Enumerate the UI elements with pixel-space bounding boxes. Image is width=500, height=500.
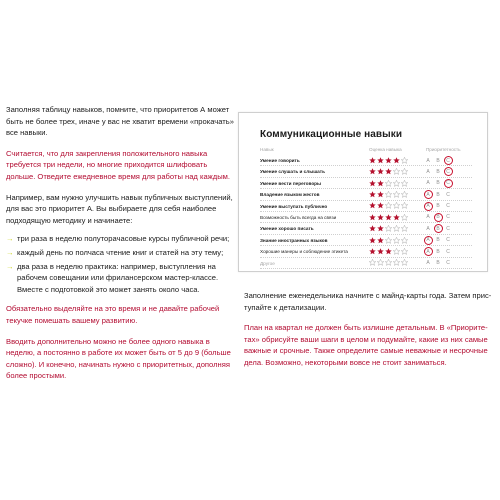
priority-selector — [424, 247, 468, 256]
star-icon — [401, 237, 408, 244]
star-icon — [393, 202, 400, 209]
priority-letter: А — [426, 237, 430, 244]
table-row — [260, 189, 472, 200]
priority-circle-mark — [444, 179, 453, 188]
star-icon — [393, 180, 400, 187]
priority-circle-mark — [424, 190, 433, 199]
priority-letter: В — [436, 203, 440, 210]
priority-letter: А — [426, 191, 430, 198]
skill-label: Умение хорошо писать — [260, 226, 314, 232]
paragraph-three-weeks: Считается, что для закрепления положительного навыка требуется три недели, но многие приходится шлифовать дольше. Отведите ежедневное время для работы над каждым. — [6, 148, 230, 181]
skill-label: Другое — [260, 260, 275, 266]
star-icon — [369, 180, 376, 187]
star-icon — [369, 237, 376, 244]
star-icon — [385, 202, 392, 209]
skill-label: Умение выступать публично — [260, 203, 328, 209]
priority-letter: С — [446, 260, 450, 267]
list-item-text: три раза в неделю полуторачасовые курсы публичной речи; — [17, 234, 230, 244]
list-item — [6, 261, 234, 296]
priority-letter: А — [426, 157, 430, 164]
table-row — [260, 155, 472, 166]
priority-selector — [424, 179, 468, 188]
paragraph-quarter-plan: План на квартал не должен быть излишне детальным. В «Приоритетах» обрисуйте ваши шаги в целом и подумайте, какие из них самые важные и срочные. Также определите самые неважные и несрочные дела. Возможно, некоторыми вовсе не стоит заниматься. — [244, 323, 488, 367]
table-row — [260, 201, 472, 212]
star-icon — [377, 168, 384, 175]
star-icon — [401, 259, 408, 266]
priority-letter: А — [426, 180, 430, 187]
star-icon — [377, 191, 384, 198]
star-icon — [385, 237, 392, 244]
star-icon — [401, 191, 408, 198]
priority-circle-mark — [424, 236, 433, 245]
skill-label: Знание иностранных языков — [260, 237, 328, 243]
priority-selector — [424, 167, 468, 176]
priority-selector — [424, 213, 468, 222]
priority-selector — [424, 259, 468, 268]
star-icon — [385, 168, 392, 175]
star-icon — [377, 202, 384, 209]
star-icon — [401, 248, 408, 255]
star-rating — [369, 168, 408, 176]
skills-table-card — [238, 112, 488, 272]
star-icon — [393, 225, 400, 232]
table-row — [260, 246, 472, 257]
priority-letter: В — [436, 225, 440, 232]
star-icon — [393, 259, 400, 266]
star-icon — [369, 168, 376, 175]
skill-label: Умение слушать и слышать — [260, 169, 325, 175]
priority-selector — [424, 236, 468, 245]
priority-letter: В — [436, 214, 440, 221]
priority-letter: А — [426, 203, 430, 210]
priority-letter: А — [426, 248, 430, 255]
star-icon — [369, 259, 376, 266]
star-icon — [401, 168, 408, 175]
table-header — [260, 147, 472, 155]
left-column — [6, 104, 234, 391]
priority-letter: В — [436, 237, 440, 244]
list-item — [6, 233, 234, 245]
priority-letter: А — [426, 260, 430, 267]
star-rating — [369, 248, 408, 256]
table-row — [260, 258, 472, 269]
list-item — [6, 247, 234, 259]
priority-letter: С — [446, 168, 450, 175]
star-rating — [369, 180, 408, 188]
priority-letter: В — [436, 180, 440, 187]
priority-letter: С — [446, 180, 450, 187]
table-row — [260, 178, 472, 189]
priority-letter: С — [446, 214, 450, 221]
star-rating — [369, 157, 408, 165]
priority-circle-mark — [434, 224, 443, 233]
star-icon — [377, 248, 384, 255]
star-icon — [377, 237, 384, 244]
star-icon — [393, 237, 400, 244]
star-icon — [393, 168, 400, 175]
table-row — [260, 166, 472, 177]
star-icon — [393, 214, 400, 221]
priority-letter: С — [446, 225, 450, 232]
header-skill: Навык — [260, 147, 274, 152]
paragraph-example: Например, вам нужно улучшить навык публичных выступлений, для вас это приоритет А. Вы выбираете для себя наиболее подходящую методику и начинаете: — [6, 192, 233, 225]
priority-letter: С — [446, 191, 450, 198]
priority-selector — [424, 202, 468, 211]
star-icon — [401, 157, 408, 164]
list-item-text: каждый день по полчаса чтение книг и статей на эту тему; — [17, 247, 224, 257]
star-icon — [401, 225, 408, 232]
star-rating — [369, 191, 408, 199]
arrow-icon: → — [6, 247, 14, 257]
priority-letter: А — [426, 225, 430, 232]
priority-letter: С — [446, 248, 450, 255]
header-rating: Оценка навыка — [369, 147, 402, 152]
star-icon — [385, 157, 392, 164]
star-rating — [369, 237, 408, 245]
skill-label: Возможность быть всегда на связи — [260, 214, 337, 220]
priority-circle-mark — [424, 247, 433, 256]
skills-table-rows — [260, 155, 472, 269]
skill-label: Владение языком жестов — [260, 192, 320, 198]
star-icon — [393, 191, 400, 198]
right-column — [244, 290, 492, 378]
star-icon — [369, 202, 376, 209]
card-title: Коммуникационные навыки — [260, 129, 403, 140]
priority-letter: С — [446, 157, 450, 164]
star-rating — [369, 202, 408, 210]
method-list — [6, 233, 234, 295]
priority-letter: С — [446, 237, 450, 244]
star-icon — [401, 202, 408, 209]
star-icon — [385, 191, 392, 198]
table-row — [260, 212, 472, 223]
priority-letter: В — [436, 191, 440, 198]
star-rating — [369, 214, 408, 222]
paragraph-mindmap: Заполнение еженедельника начните с майнд-карты года. Затем приступайте к детализации. — [244, 291, 492, 312]
priority-letter: В — [436, 260, 440, 267]
skill-label: Умение говорить — [260, 158, 300, 163]
priority-letter: А — [426, 214, 430, 221]
priority-selector — [424, 190, 468, 199]
priority-selector — [424, 224, 468, 233]
paragraph-abc-limit: Заполняя таблицу навыков, помните, что приоритетов А может быть не более трех, иначе у вас не хватит времени «прокачать» все навыки. — [6, 105, 234, 138]
star-icon — [385, 248, 392, 255]
star-icon — [377, 180, 384, 187]
paragraph-allocate-time: Обязательно выделяйте на это время и не давайте рабочей текучке помешать вашему развитию. — [6, 304, 220, 325]
priority-selector — [424, 156, 468, 165]
star-icon — [401, 180, 408, 187]
priority-letter: В — [436, 248, 440, 255]
priority-circle-mark — [424, 202, 433, 211]
star-icon — [377, 259, 384, 266]
star-icon — [393, 157, 400, 164]
arrow-icon: → — [6, 261, 14, 271]
star-icon — [377, 214, 384, 221]
list-item-text: два раза в неделю практика: например, выступления на рабочем совещании или фрилансерском мастер-классе. Вместе с подготовкой это может занять около часа. — [17, 261, 219, 294]
star-icon — [393, 248, 400, 255]
skill-label: Умение вести переговоры — [260, 180, 322, 186]
star-icon — [385, 214, 392, 221]
priority-circle-mark — [444, 156, 453, 165]
star-icon — [369, 157, 376, 164]
priority-circle-mark — [444, 167, 453, 176]
star-rating — [369, 259, 408, 267]
star-icon — [377, 225, 384, 232]
priority-letter: В — [436, 168, 440, 175]
table-row — [260, 235, 472, 246]
star-icon — [369, 248, 376, 255]
star-icon — [377, 157, 384, 164]
star-icon — [369, 225, 376, 232]
priority-letter: А — [426, 168, 430, 175]
star-icon — [385, 259, 392, 266]
star-icon — [401, 214, 408, 221]
priority-letter: В — [436, 157, 440, 164]
paragraph-add-skills: Вводить дополнительно можно не более одного навыка в неделю, а постоянно в работе их может быть от 5 до 9 (больше сложно). И конечно, начинать нужно с приоритетных, дополняя более простыми. — [6, 336, 231, 381]
star-icon — [369, 214, 376, 221]
star-icon — [369, 191, 376, 198]
arrow-icon: → — [6, 234, 14, 244]
header-priority: Приоритетность — [426, 147, 461, 152]
skill-label: Хорошие манеры и соблюдение этикета — [260, 249, 348, 255]
star-rating — [369, 225, 408, 233]
priority-circle-mark — [434, 213, 443, 222]
priority-letter: С — [446, 203, 450, 210]
star-icon — [385, 180, 392, 187]
table-row — [260, 223, 472, 234]
star-icon — [385, 225, 392, 232]
